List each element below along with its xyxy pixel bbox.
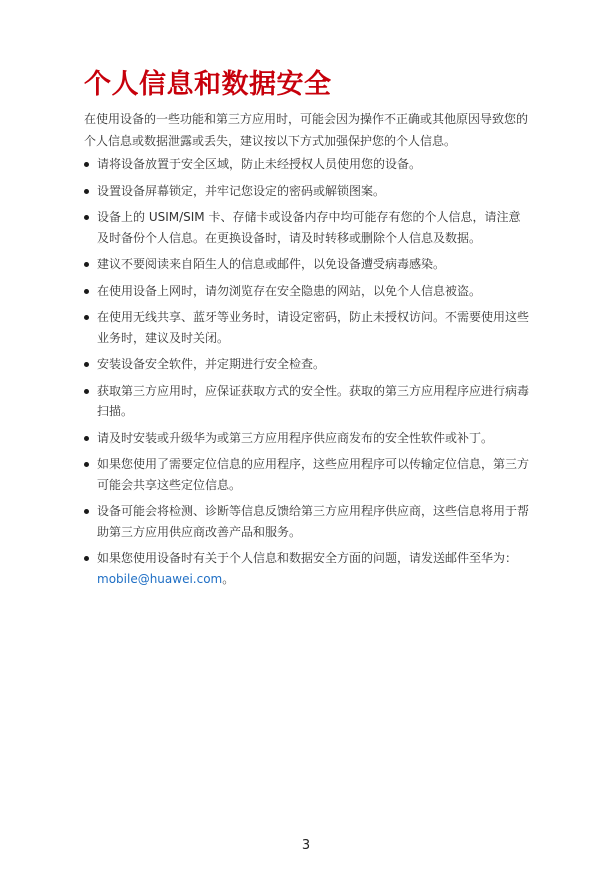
list-item-contact bbox=[84, 548, 532, 589]
bullet-dot-icon bbox=[84, 189, 89, 194]
list-item bbox=[84, 154, 532, 175]
list-item-text: 安装设备安全软件，并定期进行安全检查。 bbox=[97, 357, 326, 371]
list-item bbox=[84, 354, 532, 375]
list-item-text: 在使用设备上网时，请勿浏览存在安全隐患的网站，以免个人信息被盗。 bbox=[97, 283, 482, 298]
list-item bbox=[84, 501, 532, 542]
list-item bbox=[84, 254, 532, 275]
intro-paragraph: 在使用设备的一些功能和第三方应用时，可能会因为操作不正确或其他原因导致您的个人信息或数据泄露或丢失，建议按以下方式加强保护您的个人信息。 bbox=[84, 112, 529, 148]
bullet-dot-icon bbox=[84, 509, 89, 514]
list-item bbox=[84, 428, 532, 449]
list-item bbox=[84, 381, 532, 422]
bullet-dot-icon bbox=[84, 436, 89, 441]
list-item-text: 设备可能会将检测、诊断等信息反馈给第三方应用程序供应商，这些信息将用于帮助第三方应用供应商改善产品和服务。 bbox=[97, 504, 530, 539]
bullet-dot-icon bbox=[84, 462, 89, 467]
bullet-list bbox=[84, 154, 532, 595]
bullet-dot-icon bbox=[84, 262, 89, 267]
email-link[interactable]: mobile@huawei.com bbox=[97, 571, 223, 586]
list-item bbox=[84, 281, 532, 302]
list-item-text: 如果您使用了需要定位信息的应用程序，这些应用程序可以传输定位信息，第三方可能会共享这些定位信息。 bbox=[97, 457, 530, 492]
list-item-text: 设备上的 USIM/SIM 卡、存储卡或设备内存中均可能存有您的个人信息，请注意及时备份个人信息。在更换设备时，请及时转移或删除个人信息及数据。 bbox=[97, 210, 521, 245]
list-item-text: 获取第三方应用时，应保证获取方式的安全性。获取的第三方应用程序应进行病毒扫描。 bbox=[97, 383, 530, 418]
list-item-text: 请及时安装或升级华为或第三方应用程序供应商发布的安全性软件或补丁。 bbox=[97, 430, 494, 445]
contact-suffix: 。 bbox=[222, 571, 235, 586]
page-title: 个人信息和数据安全 bbox=[84, 69, 332, 100]
list-item bbox=[84, 181, 532, 202]
bullet-dot-icon bbox=[84, 215, 89, 220]
list-item bbox=[84, 454, 532, 495]
bullet-dot-icon bbox=[84, 315, 89, 320]
list-item-text: 在使用无线共享、蓝牙等业务时，请设定密码，防止未授权访问。不需要使用这些业务时，建议及时关闭。 bbox=[97, 310, 530, 345]
contact-text: 如果您使用设备时有关于个人信息和数据安全方面的问题，请发送邮件至华为： bbox=[97, 551, 518, 565]
page-number: 3 bbox=[301, 838, 311, 853]
list-item-text: 设置设备屏幕锁定，并牢记您设定的密码或解锁图案。 bbox=[97, 183, 386, 198]
list-item bbox=[84, 207, 532, 248]
list-item-text: 建议不要阅读来自陌生人的信息或邮件，以免设备遭受病毒感染。 bbox=[97, 257, 446, 271]
bullet-dot-icon bbox=[84, 289, 89, 294]
bullet-dot-icon bbox=[84, 362, 89, 367]
bullet-dot-icon bbox=[84, 162, 89, 167]
bullet-dot-icon bbox=[84, 389, 89, 394]
list-item-text: 请将设备放置于安全区域，防止未经授权人员使用您的设备。 bbox=[97, 157, 422, 171]
list-item bbox=[84, 307, 532, 348]
bullet-dot-icon bbox=[84, 556, 89, 561]
